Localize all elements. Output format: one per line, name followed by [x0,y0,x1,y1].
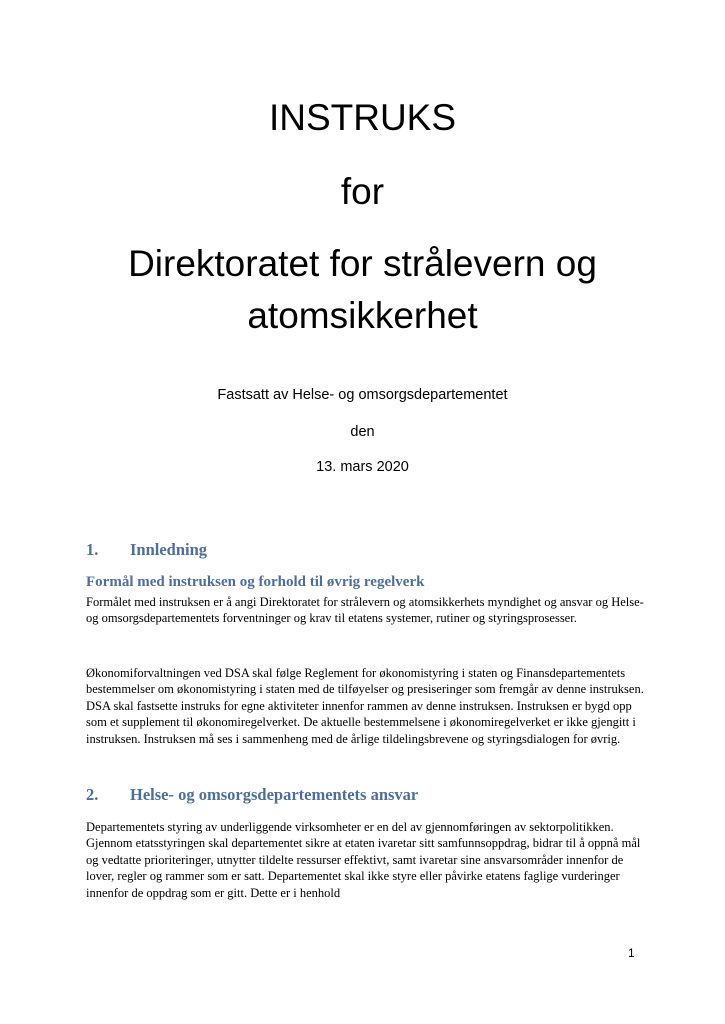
paragraph: Departementets styring av underliggende virksomheter er en del av gjennomføringen av sektorpolitikken. Gjennom etatsstyringen skal departementet sikre at etaten ivaretar sitt samfunnsoppdrag, bidrar til å oppnå mål og vedtatte prioriteringer, utnytter tildelte ressurser effektivt, samt ivaretar sine ansvarsområder innenfor de lover, regler og rammer som er satt. Departementet skal ikke styre eller påvirke etatens faglige vurderinger innenfor de oppdrag som er gitt. Dette er i henhold [86,820,641,900]
document-title: INSTRUKS [268,97,457,138]
section-1-subheading: Formål med instruksen og forhold til øvrig regelverk [86,574,425,590]
page-number: 1 [628,946,635,960]
document-title-agency: Direktoratet for strålevern og atomsikkerhet [128,243,597,336]
paragraph: Formålet med instruksen er å angi Direktoratet for strålevern og atomsikkerhets myndighet og ansvar og Helse- og omsorgsdepartementets forventninger og krav til etatens systemer, rutiner og styringsprosesser. [86,595,644,626]
section-number: 2. [86,785,99,804]
section-title: Helse- og omsorgsdepartementets ansvar [130,785,419,804]
section-number: 1. [86,540,99,559]
date-prefix: den [350,424,375,440]
section-1-heading [86,540,207,560]
established-date: 13. mars 2020 [316,459,409,475]
section-title: Innledning [130,540,208,559]
paragraph: Økonomiforvaltningen ved DSA skal følge Reglement for økonomistyring i staten og Finansdepartementets bestemmelser om økonomistyring i staten med de tilføyelser og presiseringer som fremgår av denne instruksen. DSA skal fastsette instruks for egne aktiviteter innenfor rammen av denne instruksen. Instruksen er bygd opp som et supplement til økonomiregelverket. De aktuelle bestemmelsene i økonomiregelverket er ikke gjengitt i instruksen. Instruksen må ses i sammenheng med de årlige tildelingsbrevene og styringsdialogen for øvrig. [86,666,644,746]
section-2-heading [86,785,418,805]
document-title-for: for [340,171,385,212]
established-by: Fastsatt av Helse- og omsorgsdepartementet [217,387,508,403]
